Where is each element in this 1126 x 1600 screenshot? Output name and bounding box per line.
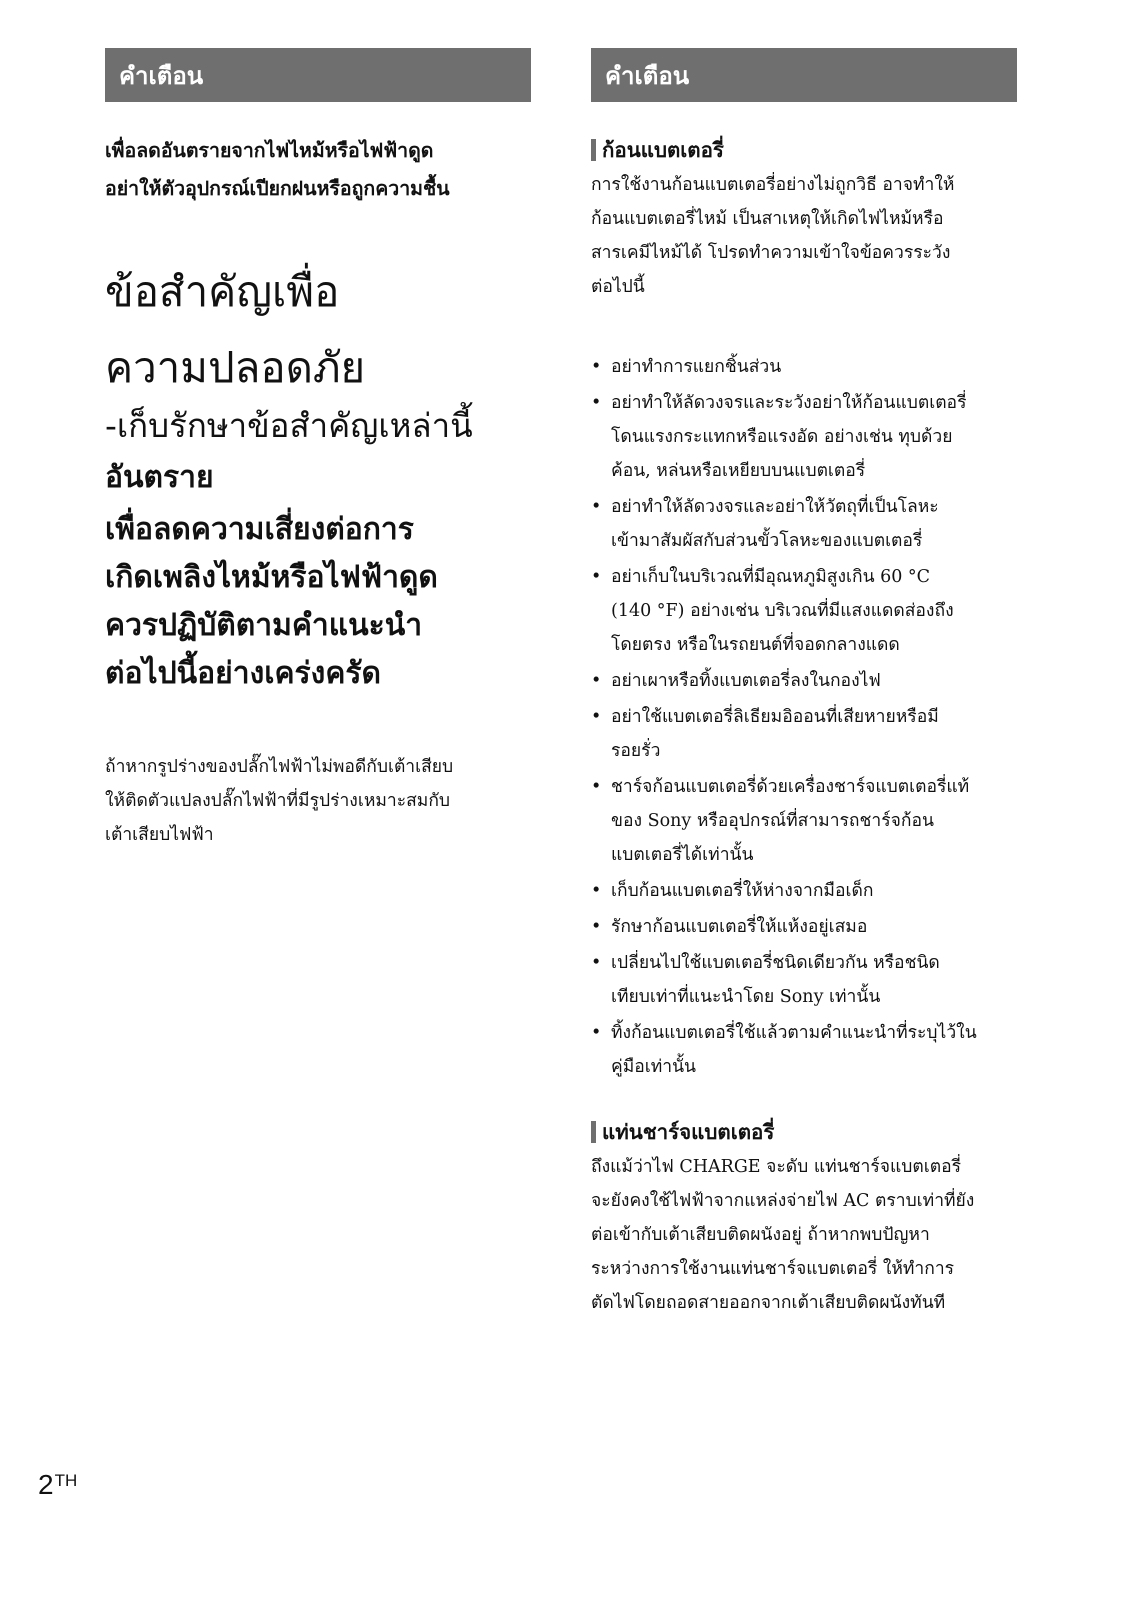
left-column: [105, 48, 531, 852]
list-item-line: เก็บก้อนแบตเตอรี่ให้ห่างจากมือเด็ก: [611, 881, 874, 901]
intro-line: การใช้งานก้อนแบตเตอรี่อย่างไม่ถูกวิธี อาจทำให้: [591, 175, 955, 195]
safety-title: [105, 254, 531, 406]
list-item-line: อย่าใช้แบตเตอรี่ลิเธียมอิออนที่เสียหายหรือมี: [611, 707, 939, 727]
bullet-icon: •: [591, 953, 602, 973]
bullet-icon: •: [591, 671, 602, 691]
section-heading-text: แท่นชาร์จแบตเตอรี่: [602, 1120, 775, 1144]
note-line: เต้าเสียบไฟฟ้า: [105, 825, 214, 845]
bullet-icon: •: [591, 707, 602, 727]
list-item: [591, 946, 1017, 1014]
intro-line: ต่อไปนี้: [591, 277, 645, 297]
note-line: ให้ติดตัวแปลงปลั๊กไฟฟ้าที่มีรูปร่างเหมาะสมกับ: [105, 791, 451, 811]
list-item: [591, 910, 1017, 944]
intro-line: ก้อนแบตเตอรี่ไหม้ เป็นสาเหตุให้เกิดไฟไหม้หรือ: [591, 209, 944, 229]
list-item: [591, 874, 1017, 908]
list-item-line: ชาร์จก้อนแบตเตอรี่ด้วยเครื่องชาร์จแบตเตอรี่แท้: [611, 777, 970, 797]
list-item-line: อย่าเผาหรือทิ้งแบตเตอรี่ลงในกองไฟ: [611, 671, 881, 691]
section-heading-text: ก้อนแบตเตอรี่: [602, 138, 724, 162]
charger-text: [591, 1150, 1017, 1320]
list-item-line: อย่าทำให้ลัดวงจรและระวังอย่าให้ก้อนแบตเตอรี่: [611, 393, 967, 413]
danger-block: [105, 454, 531, 698]
list-item-line: เปลี่ยนไปใช้แบตเตอรี่ชนิดเดียวกัน หรือชนิด: [611, 953, 940, 973]
charger-line: ระหว่างการใช้งานแท่นชาร์จแบตเตอรี่ ให้ทำการ: [591, 1259, 955, 1279]
charger-line: จะยังคงใช้ไฟฟ้าจากแหล่งจ่ายไฟ AC ตราบเท่าที่ยัง: [591, 1191, 975, 1211]
battery-intro: [591, 168, 1017, 304]
battery-section-heading: [591, 132, 1017, 168]
warning-line: อย่าให้ตัวอุปกรณ์เปียกฝนหรือถูกความชื้น: [105, 177, 450, 200]
list-item-line: อย่าเก็บในบริเวณที่มีอุณหภูมิสูงเกิน 60 °C: [611, 567, 931, 587]
warning-banner: คำเตือน: [105, 48, 531, 102]
list-item-line: (140 °F) อย่างเช่น บริเวณที่มีแสงแดดส่องถึง: [611, 601, 954, 621]
list-item-line: รักษาก้อนแบตเตอรี่ให้แห้งอยู่เสมอ: [611, 917, 868, 937]
note-line: ถ้าหากรูปร่างของปลั๊กไฟฟ้าไม่พอดีกับเต้าเสียบ: [105, 757, 454, 777]
bullet-icon: •: [591, 917, 602, 937]
section-marker: [591, 139, 596, 161]
list-item: [591, 350, 1017, 384]
bullet-icon: •: [591, 777, 602, 797]
title-line: ความปลอดภัย: [105, 343, 366, 392]
list-item: [591, 386, 1017, 488]
warning-line: เพื่อลดอันตรายจากไฟไหม้หรือไฟฟ้าดูด: [105, 139, 434, 162]
fire-shock-warning: [105, 132, 531, 208]
list-item: [591, 560, 1017, 662]
bullet-icon: •: [591, 567, 602, 587]
charger-section-heading: [591, 1114, 1017, 1150]
charger-line: ต่อเข้ากับเต้าเสียบติดผนังอยู่ ถ้าหากพบปัญหา: [591, 1225, 930, 1245]
list-item: [591, 490, 1017, 558]
page-number: [38, 1464, 77, 1502]
warning-banner: คำเตือน: [591, 48, 1017, 102]
plug-adapter-note: [105, 750, 531, 852]
list-item-line: รอยรั่ว: [611, 741, 661, 761]
danger-line: ควรปฏิบัติตามคำแนะนำ: [105, 608, 423, 643]
danger-heading: อันตราย: [105, 460, 214, 495]
section-marker: [591, 1121, 596, 1143]
list-item: [591, 770, 1017, 872]
charger-line: ตัดไฟโดยถอดสายออกจากเต้าเสียบติดผนังทันที: [591, 1293, 946, 1313]
list-item-line: ค้อน, หล่นหรือเหยียบบนแบตเตอรี่: [611, 461, 866, 481]
page-number-suffix: TH: [54, 1471, 78, 1490]
danger-line: เพื่อลดความเสี่ยงต่อการ: [105, 512, 414, 547]
list-item-line: อย่าทำให้ลัดวงจรและอย่าให้วัตถุที่เป็นโลหะ: [611, 497, 939, 517]
list-item-line: โดนแรงกระแทกหรือแรงอัด อย่างเช่น ทุบด้วย: [611, 427, 953, 447]
bullet-icon: •: [591, 497, 602, 517]
list-item-line: เทียบเท่าที่แนะนำโดย Sony เท่านั้น: [611, 987, 881, 1007]
charger-line: ถึงแม้ว่าไฟ CHARGE จะดับ แท่นชาร์จแบตเตอรี่: [591, 1157, 961, 1177]
bullet-icon: •: [591, 357, 602, 377]
danger-line: ต่อไปนี้อย่างเคร่งครัด: [105, 656, 381, 691]
list-item: [591, 1016, 1017, 1084]
battery-precautions-list: [591, 350, 1017, 1084]
list-item-line: คู่มือเท่านั้น: [611, 1057, 697, 1077]
list-item-line: ของ Sony หรืออุปกรณ์ที่สามารถชาร์จก้อน: [611, 811, 934, 831]
safety-subtitle: -เก็บรักษาข้อสำคัญเหล่านี้: [105, 406, 473, 445]
list-item-line: โดยตรง หรือในรถยนต์ที่จอดกลางแดด: [611, 635, 900, 655]
list-item: [591, 664, 1017, 698]
bullet-icon: •: [591, 881, 602, 901]
list-item-line: แบตเตอรี่ได้เท่านั้น: [611, 845, 754, 865]
page-number-value: 2: [38, 1469, 54, 1500]
intro-line: สารเคมีไหม้ได้ โปรดทำความเข้าใจข้อควรระวัง: [591, 243, 951, 263]
bullet-icon: •: [591, 393, 602, 413]
danger-line: เกิดเพลิงไหม้หรือไฟฟ้าดูด: [105, 560, 438, 595]
list-item-line: เข้ามาสัมผัสกับส่วนขั้วโลหะของแบตเตอรี่: [611, 531, 923, 551]
danger-text: [105, 506, 531, 698]
title-line: ข้อสำคัญเพื่อ: [105, 267, 340, 316]
bullet-icon: •: [591, 1023, 602, 1043]
right-column: [591, 48, 1017, 1320]
list-item-line: อย่าทำการแยกชิ้นส่วน: [611, 357, 782, 377]
list-item: [591, 700, 1017, 768]
list-item-line: ทิ้งก้อนแบตเตอรี่ใช้แล้วตามคำแนะนำที่ระบุไว้ใน: [611, 1023, 977, 1043]
